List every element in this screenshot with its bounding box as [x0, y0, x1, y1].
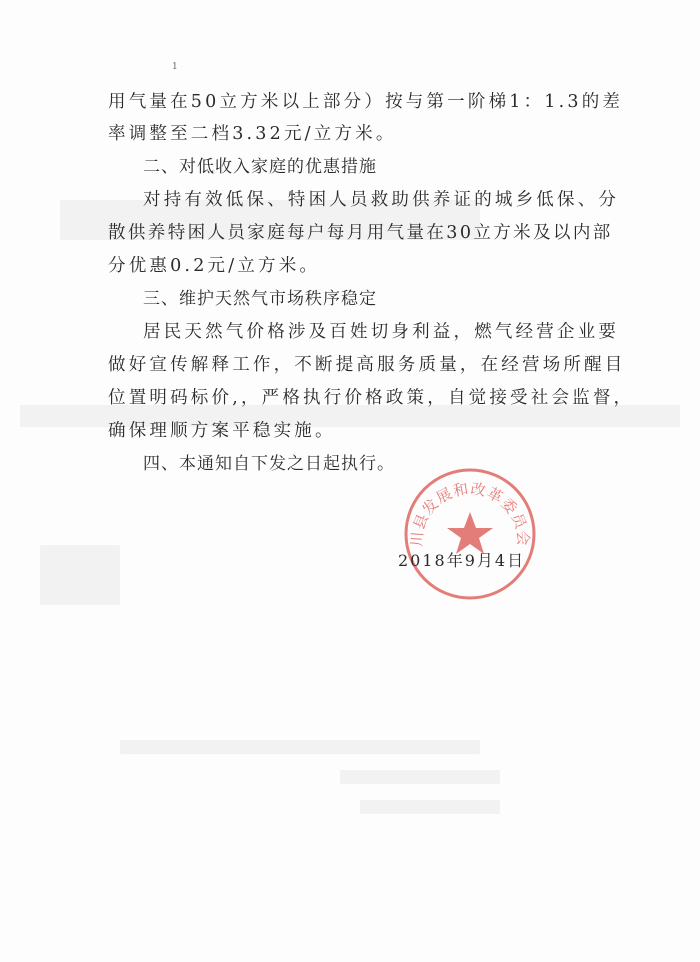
body-line: 位置明码标价,，严格执行价格政策，自觉接受社会监督，	[108, 388, 635, 408]
body-line: 分优惠0.2元/立方米。	[108, 256, 321, 276]
section-heading: 二、对低收入家庭的优惠措施	[143, 157, 377, 177]
body-line: 对持有效低保、特困人员救助供养证的城乡低保、分	[143, 190, 620, 210]
svg-text:川县发展和改革委员会: 川县发展和改革委员会	[407, 479, 533, 548]
body-line: 居民天然气价格涉及百姓切身利益，燃气经营企业要	[143, 322, 620, 342]
official-seal	[400, 464, 540, 604]
document-date: 2018年9月4日	[398, 551, 526, 570]
show-through-artifact	[340, 770, 500, 784]
section-heading: 四、本通知自下发之日起执行。	[143, 454, 395, 474]
section-heading: 三、维护天然气市场秩序稳定	[143, 289, 377, 309]
body-line: 散供养特困人员家庭每户每月用气量在30立方米及以内部	[108, 223, 613, 243]
show-through-artifact	[360, 800, 500, 814]
body-line: 用气量在50立方米以上部分）按与第一阶梯1：1.3的差	[108, 92, 624, 112]
page-mark: 1	[172, 62, 178, 72]
body-line: 率调整至二档3.32元/立方米。	[108, 124, 397, 144]
show-through-artifact	[40, 545, 120, 605]
body-line: 确保理顺方案平稳实施。	[108, 421, 336, 441]
show-through-artifact	[120, 740, 480, 754]
body-line: 做好宣传解释工作，不断提高服务质量，在经营场所醒目	[108, 355, 626, 375]
